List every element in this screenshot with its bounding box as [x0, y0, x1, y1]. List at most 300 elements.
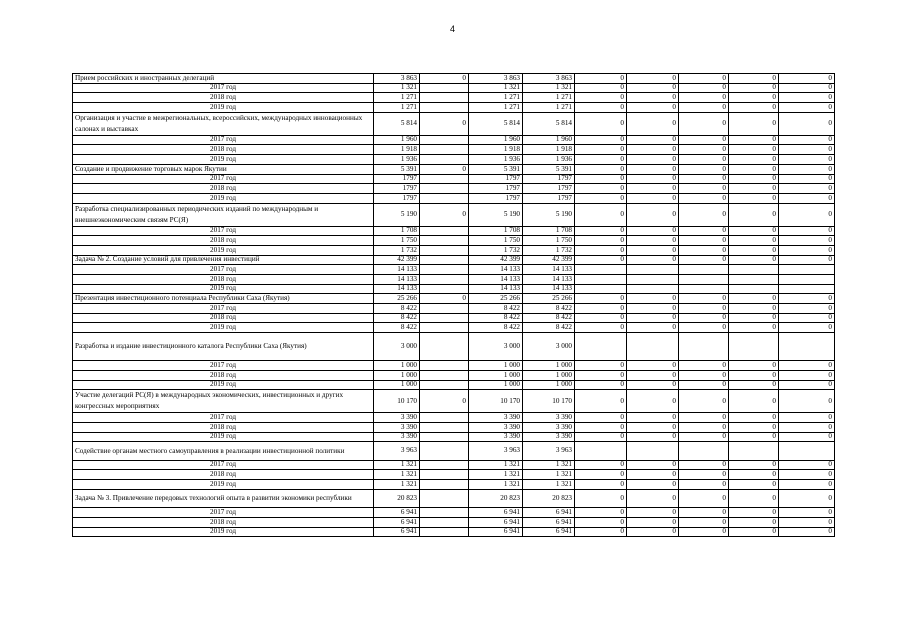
value-cell: 0	[627, 518, 679, 528]
value-cell: 8 422	[469, 304, 523, 314]
value-cell: 0	[627, 193, 679, 203]
year-label: 2017 год	[73, 265, 374, 275]
value-cell: 0	[575, 470, 627, 480]
value-cell: 0	[679, 313, 729, 323]
value-cell: 14 133	[523, 265, 575, 275]
value-cell: 1 918	[469, 145, 523, 155]
item-name: Задача № 2. Создание условий для привлечения инвестиций	[73, 255, 374, 265]
value-cell: 0	[679, 422, 729, 432]
value-cell	[420, 413, 469, 423]
value-cell: 3 863	[469, 74, 523, 84]
year-label: 2018 год	[73, 370, 374, 380]
value-cell: 0	[627, 245, 679, 255]
value-cell: 0	[627, 480, 679, 490]
value-cell: 0	[679, 413, 729, 423]
year-row	[73, 174, 835, 184]
value-cell: 0	[420, 390, 469, 413]
value-cell: 0	[575, 103, 627, 113]
value-cell: 0	[627, 413, 679, 423]
value-cell: 5 190	[374, 203, 420, 226]
value-cell: 1 000	[374, 370, 420, 380]
year-label: 2017 год	[73, 174, 374, 184]
value-cell: 0	[679, 255, 729, 265]
value-cell: 8 422	[523, 323, 575, 333]
value-cell: 0	[575, 390, 627, 413]
value-cell: 6 941	[374, 508, 420, 518]
year-label: 2019 год	[73, 245, 374, 255]
value-cell: 1 708	[523, 226, 575, 236]
item-row	[73, 489, 835, 508]
value-cell: 0	[627, 145, 679, 155]
value-cell: 0	[627, 508, 679, 518]
value-cell: 20 823	[374, 489, 420, 508]
value-cell: 0	[679, 432, 729, 442]
value-cell: 0	[779, 390, 835, 413]
value-cell: 0	[627, 304, 679, 314]
value-cell: 1 708	[469, 226, 523, 236]
value-cell: 0	[729, 304, 779, 314]
value-cell: 0	[679, 203, 729, 226]
value-cell: 0	[575, 155, 627, 165]
value-cell: 0	[779, 135, 835, 145]
value-cell	[420, 275, 469, 285]
value-cell	[420, 432, 469, 442]
value-cell: 0	[729, 83, 779, 93]
value-cell: 8 422	[374, 323, 420, 333]
value-cell: 1 321	[523, 470, 575, 480]
value-cell	[729, 442, 779, 461]
value-cell: 0	[779, 226, 835, 236]
value-cell: 0	[779, 460, 835, 470]
year-row	[73, 313, 835, 323]
value-cell: 0	[627, 432, 679, 442]
value-cell: 3 863	[523, 74, 575, 84]
item-name: Разработка и издание инвестиционного каталога Республики Саха (Якутия)	[73, 333, 374, 361]
value-cell: 1 321	[523, 480, 575, 490]
year-row	[73, 370, 835, 380]
value-cell: 0	[729, 390, 779, 413]
value-cell: 1 321	[469, 83, 523, 93]
value-cell: 1 000	[523, 370, 575, 380]
value-cell: 0	[679, 527, 729, 537]
value-cell: 0	[729, 361, 779, 371]
value-cell: 3 390	[523, 422, 575, 432]
value-cell: 0	[679, 480, 729, 490]
value-cell: 8 422	[469, 313, 523, 323]
value-cell: 0	[627, 370, 679, 380]
value-cell: 1 321	[523, 460, 575, 470]
value-cell: 0	[779, 193, 835, 203]
year-label: 2019 год	[73, 284, 374, 294]
value-cell	[729, 265, 779, 275]
value-cell: 1 321	[523, 83, 575, 93]
value-cell: 3 963	[469, 442, 523, 461]
year-label: 2017 год	[73, 304, 374, 314]
value-cell: 1 000	[374, 380, 420, 390]
value-cell: 0	[575, 527, 627, 537]
value-cell: 0	[779, 93, 835, 103]
value-cell: 0	[575, 380, 627, 390]
value-cell: 0	[575, 245, 627, 255]
value-cell: 0	[779, 313, 835, 323]
value-cell: 0	[627, 422, 679, 432]
value-cell	[420, 518, 469, 528]
value-cell: 42 399	[523, 255, 575, 265]
value-cell: 1 936	[523, 155, 575, 165]
value-cell: 0	[575, 294, 627, 304]
value-cell: 0	[729, 323, 779, 333]
value-cell: 0	[779, 83, 835, 93]
value-cell: 0	[779, 489, 835, 508]
value-cell: 3 390	[374, 432, 420, 442]
value-cell: 0	[575, 323, 627, 333]
value-cell: 0	[575, 255, 627, 265]
value-cell	[679, 442, 729, 461]
value-cell: 0	[729, 93, 779, 103]
year-row	[73, 422, 835, 432]
value-cell: 0	[575, 489, 627, 508]
value-cell	[420, 361, 469, 371]
value-cell: 8 422	[469, 323, 523, 333]
value-cell: 1 271	[523, 93, 575, 103]
year-label: 2018 год	[73, 518, 374, 528]
item-name: Презентация инвестиционного потенциала Республики Саха (Якутия)	[73, 294, 374, 304]
value-cell: 0	[627, 460, 679, 470]
value-cell: 0	[779, 480, 835, 490]
value-cell: 0	[575, 145, 627, 155]
value-cell: 0	[729, 470, 779, 480]
value-cell: 0	[679, 245, 729, 255]
value-cell: 0	[679, 380, 729, 390]
item-row	[73, 294, 835, 304]
item-name: Участие делегаций РС(Я) в международных экономических, инвестиционных и других конгрессных мероприятиях	[73, 390, 374, 413]
value-cell: 6 941	[374, 518, 420, 528]
value-cell: 0	[729, 480, 779, 490]
value-cell: 1 732	[469, 245, 523, 255]
value-cell: 0	[575, 460, 627, 470]
item-row	[73, 442, 835, 461]
value-cell: 1 271	[374, 93, 420, 103]
value-cell: 1797	[374, 184, 420, 194]
item-row	[73, 333, 835, 361]
value-cell: 0	[729, 174, 779, 184]
value-cell: 3 390	[469, 422, 523, 432]
value-cell	[420, 527, 469, 537]
value-cell: 6 941	[469, 508, 523, 518]
value-cell: 0	[679, 145, 729, 155]
value-cell: 0	[575, 236, 627, 246]
value-cell: 0	[729, 193, 779, 203]
year-label: 2017 год	[73, 226, 374, 236]
year-row	[73, 184, 835, 194]
year-row	[73, 245, 835, 255]
value-cell: 0	[729, 370, 779, 380]
value-cell: 0	[729, 145, 779, 155]
value-cell: 0	[627, 236, 679, 246]
item-name: Создание и продвижение торговых марок Якутии	[73, 164, 374, 174]
year-row	[73, 83, 835, 93]
value-cell: 1 918	[374, 145, 420, 155]
value-cell	[420, 93, 469, 103]
value-cell: 0	[779, 422, 835, 432]
value-cell: 0	[627, 164, 679, 174]
value-cell: 0	[679, 304, 729, 314]
value-cell: 1 321	[374, 470, 420, 480]
value-cell	[779, 284, 835, 294]
value-cell: 14 133	[469, 275, 523, 285]
value-cell: 0	[627, 380, 679, 390]
year-label: 2019 год	[73, 193, 374, 203]
item-row	[73, 390, 835, 413]
value-cell: 0	[627, 294, 679, 304]
value-cell	[420, 135, 469, 145]
value-cell: 3 000	[523, 333, 575, 361]
year-label: 2017 год	[73, 83, 374, 93]
year-row	[73, 380, 835, 390]
value-cell: 0	[729, 164, 779, 174]
value-cell	[729, 275, 779, 285]
year-row	[73, 145, 835, 155]
value-cell: 0	[627, 255, 679, 265]
value-cell	[420, 184, 469, 194]
value-cell: 5 814	[523, 112, 575, 135]
year-label: 2019 год	[73, 155, 374, 165]
value-cell: 0	[729, 155, 779, 165]
year-row	[73, 226, 835, 236]
value-cell	[729, 333, 779, 361]
value-cell: 0	[779, 527, 835, 537]
value-cell	[779, 442, 835, 461]
value-cell: 0	[779, 145, 835, 155]
value-cell: 6 941	[469, 518, 523, 528]
item-row	[73, 203, 835, 226]
value-cell: 0	[575, 518, 627, 528]
value-cell	[627, 275, 679, 285]
value-cell: 0	[729, 255, 779, 265]
value-cell: 0	[779, 184, 835, 194]
value-cell: 0	[679, 323, 729, 333]
value-cell: 1 960	[469, 135, 523, 145]
value-cell: 0	[627, 203, 679, 226]
value-cell: 1797	[469, 193, 523, 203]
value-cell: 0	[679, 226, 729, 236]
value-cell: 10 170	[523, 390, 575, 413]
year-label: 2017 год	[73, 460, 374, 470]
value-cell: 0	[729, 422, 779, 432]
year-row	[73, 284, 835, 294]
value-cell: 0	[779, 236, 835, 246]
value-cell	[627, 442, 679, 461]
year-label: 2018 год	[73, 313, 374, 323]
value-cell: 0	[575, 508, 627, 518]
value-cell	[575, 333, 627, 361]
value-cell: 3 963	[523, 442, 575, 461]
value-cell: 14 133	[374, 275, 420, 285]
value-cell: 0	[729, 294, 779, 304]
value-cell	[420, 255, 469, 265]
value-cell: 3 000	[374, 333, 420, 361]
year-row	[73, 275, 835, 285]
value-cell: 1 936	[374, 155, 420, 165]
value-cell	[420, 226, 469, 236]
budget-table-body	[73, 74, 835, 537]
value-cell: 0	[679, 93, 729, 103]
value-cell: 0	[779, 508, 835, 518]
value-cell: 0	[627, 155, 679, 165]
year-label: 2019 год	[73, 527, 374, 537]
value-cell	[779, 265, 835, 275]
value-cell: 3 390	[523, 413, 575, 423]
value-cell: 20 823	[523, 489, 575, 508]
value-cell: 10 170	[374, 390, 420, 413]
value-cell: 0	[779, 380, 835, 390]
value-cell	[420, 265, 469, 275]
value-cell	[420, 323, 469, 333]
value-cell: 0	[679, 83, 729, 93]
value-cell	[420, 284, 469, 294]
value-cell	[420, 333, 469, 361]
value-cell: 1 000	[469, 380, 523, 390]
value-cell: 0	[627, 93, 679, 103]
value-cell: 3 000	[469, 333, 523, 361]
value-cell: 0	[729, 380, 779, 390]
value-cell: 0	[627, 527, 679, 537]
value-cell: 1797	[523, 174, 575, 184]
value-cell: 0	[779, 164, 835, 174]
value-cell: 42 399	[469, 255, 523, 265]
value-cell: 1 271	[523, 103, 575, 113]
value-cell: 1 732	[374, 245, 420, 255]
value-cell: 8 422	[523, 304, 575, 314]
value-cell: 0	[575, 313, 627, 323]
value-cell: 0	[627, 323, 679, 333]
value-cell: 0	[729, 112, 779, 135]
value-cell: 3 390	[374, 422, 420, 432]
year-row	[73, 460, 835, 470]
value-cell	[627, 284, 679, 294]
value-cell: 1 321	[469, 470, 523, 480]
year-row	[73, 323, 835, 333]
value-cell	[420, 380, 469, 390]
year-label: 2018 год	[73, 470, 374, 480]
value-cell: 0	[729, 527, 779, 537]
value-cell: 0	[779, 304, 835, 314]
item-row	[73, 164, 835, 174]
year-row	[73, 193, 835, 203]
value-cell: 1 000	[374, 361, 420, 371]
value-cell	[729, 284, 779, 294]
year-row	[73, 155, 835, 165]
value-cell: 0	[575, 184, 627, 194]
value-cell: 8 422	[374, 313, 420, 323]
value-cell: 0	[575, 361, 627, 371]
value-cell: 5 814	[374, 112, 420, 135]
item-row	[73, 255, 835, 265]
value-cell: 10 170	[469, 390, 523, 413]
value-cell: 0	[420, 203, 469, 226]
value-cell: 0	[575, 203, 627, 226]
value-cell: 8 422	[374, 304, 420, 314]
value-cell: 0	[729, 432, 779, 442]
value-cell: 0	[779, 203, 835, 226]
value-cell: 0	[779, 74, 835, 84]
value-cell: 1797	[469, 174, 523, 184]
value-cell: 5 391	[523, 164, 575, 174]
value-cell: 5 190	[469, 203, 523, 226]
value-cell: 0	[779, 294, 835, 304]
value-cell	[420, 370, 469, 380]
value-cell	[420, 193, 469, 203]
value-cell	[420, 155, 469, 165]
value-cell: 0	[679, 236, 729, 246]
value-cell: 1 321	[469, 480, 523, 490]
value-cell: 0	[779, 413, 835, 423]
budget-table	[72, 73, 835, 537]
year-label: 2018 год	[73, 236, 374, 246]
value-cell: 0	[420, 294, 469, 304]
value-cell: 0	[420, 74, 469, 84]
value-cell: 0	[420, 164, 469, 174]
value-cell: 0	[679, 155, 729, 165]
value-cell: 0	[627, 103, 679, 113]
value-cell: 5 190	[523, 203, 575, 226]
value-cell: 1 000	[523, 380, 575, 390]
value-cell: 0	[627, 226, 679, 236]
value-cell: 0	[779, 370, 835, 380]
value-cell: 0	[779, 470, 835, 480]
value-cell: 0	[679, 74, 729, 84]
value-cell: 6 941	[523, 508, 575, 518]
value-cell: 0	[627, 361, 679, 371]
value-cell: 0	[679, 489, 729, 508]
value-cell: 0	[575, 164, 627, 174]
year-row	[73, 413, 835, 423]
value-cell: 0	[575, 74, 627, 84]
value-cell: 42 399	[374, 255, 420, 265]
value-cell: 1 936	[469, 155, 523, 165]
value-cell: 14 133	[374, 284, 420, 294]
value-cell: 0	[627, 390, 679, 413]
year-label: 2017 год	[73, 413, 374, 423]
item-name: Содействие органам местного самоуправления в реализации инвестиционной политики	[73, 442, 374, 461]
value-cell: 1 918	[523, 145, 575, 155]
page-number: 4	[449, 24, 455, 34]
year-label: 2018 год	[73, 93, 374, 103]
value-cell: 0	[575, 83, 627, 93]
value-cell: 14 133	[374, 265, 420, 275]
value-cell: 0	[679, 361, 729, 371]
value-cell: 14 133	[469, 284, 523, 294]
value-cell: 0	[779, 518, 835, 528]
value-cell: 1 271	[469, 103, 523, 113]
value-cell: 3 863	[374, 74, 420, 84]
year-label: 2019 год	[73, 432, 374, 442]
value-cell	[420, 174, 469, 184]
value-cell: 1 750	[469, 236, 523, 246]
value-cell: 0	[627, 174, 679, 184]
value-cell: 6 941	[374, 527, 420, 537]
value-cell: 3 390	[469, 413, 523, 423]
value-cell: 25 266	[523, 294, 575, 304]
value-cell: 0	[575, 112, 627, 135]
value-cell	[420, 442, 469, 461]
value-cell	[420, 422, 469, 432]
value-cell: 0	[679, 390, 729, 413]
value-cell: 1 960	[374, 135, 420, 145]
value-cell: 20 823	[469, 489, 523, 508]
value-cell: 14 133	[523, 284, 575, 294]
value-cell: 25 266	[374, 294, 420, 304]
